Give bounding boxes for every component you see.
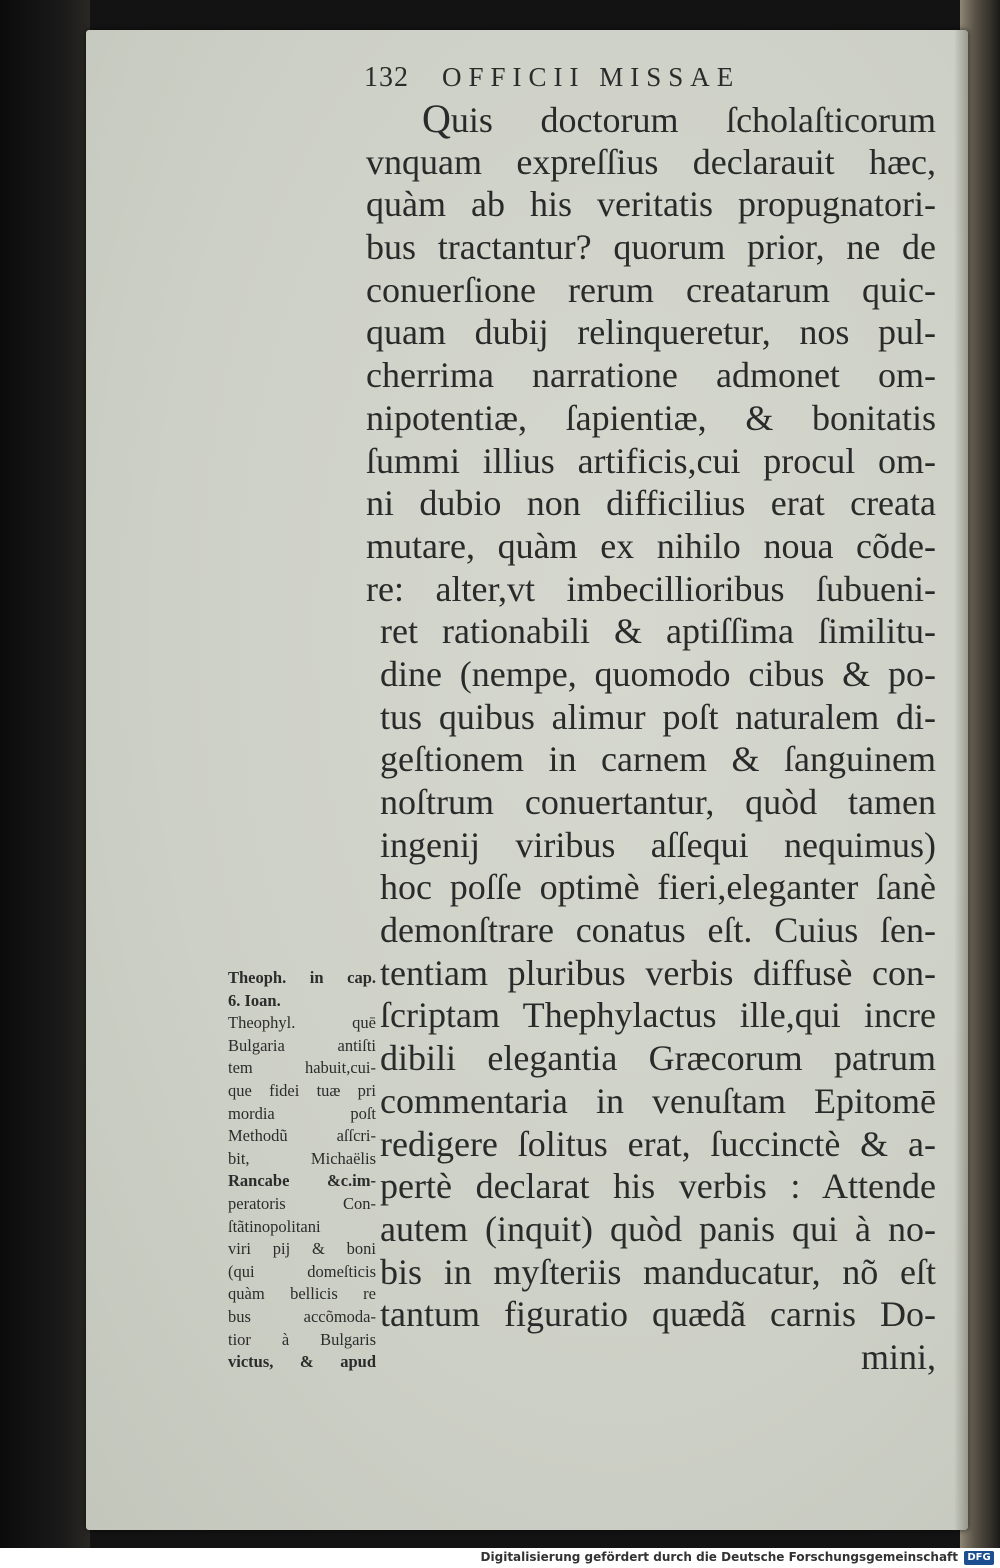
text-line: bis in myſteriis manducatur, nõ eſt: [380, 1251, 936, 1292]
dfg-logo-icon: DFG: [964, 1551, 994, 1565]
text-line: bus tractantur? quorum prior, ne de: [366, 227, 936, 268]
margin-note-line: (qui domeſticis: [228, 1261, 376, 1281]
margin-note-line: bus accõmoda-: [228, 1306, 376, 1326]
scan-background-left: [0, 0, 90, 1548]
text-line: tentiam pluribus verbis diffusè con-: [380, 952, 936, 993]
margin-note-line: que fidei tuæ pri: [228, 1080, 376, 1100]
margin-note-line: peratoris Con-: [228, 1193, 376, 1213]
text-line: autem (inquit) quòd panis qui à no-: [380, 1208, 936, 1249]
text-line: dibili elegantia Græcorum patrum: [380, 1038, 936, 1079]
dropcap: Q: [422, 96, 451, 141]
text-line: ni dubio non difficilius erat creata: [366, 483, 936, 524]
running-head: OFFICII MISSAE: [442, 62, 741, 92]
margin-note-line: Theoph. in cap.: [228, 968, 376, 987]
digitization-credit-text: Digitalisierung gefördert durch die Deutsche Forschungsgemeinschaft: [480, 1550, 958, 1564]
margin-note-line: 6. Ioan.: [228, 990, 281, 1010]
text-line: tantum figuratio quædã carnis Do-: [380, 1294, 936, 1335]
text-line: demonſtrare conatus eſt. Cuius ſen-: [380, 910, 936, 951]
margin-note-line: Bulgaria antiſti: [228, 1035, 376, 1055]
catchword-line: mini,: [860, 1336, 936, 1377]
margin-note-line: Rancabe &c.im-: [228, 1171, 376, 1191]
text-line: geſtionem in carnem & ſanguinem: [380, 739, 936, 780]
text-line-content: uis doctorum ſcholaſticorum: [450, 100, 936, 140]
text-line: commentaria in venuſtam Epitomē: [380, 1080, 936, 1121]
margin-note-line: Theophyl. quē: [228, 1013, 376, 1033]
text-line: noſtrum conuertantur, quòd tamen: [380, 782, 936, 822]
margin-note-line: bit, Michaëlis: [228, 1148, 376, 1168]
margin-note: [228, 967, 376, 1374]
margin-note-line: quàm bellicis re: [228, 1284, 376, 1304]
margin-note-line: tior à Bulgaris: [228, 1329, 376, 1349]
text-line: vnquam expreſſius declarauit hæc,: [366, 141, 936, 182]
text-line: tus quibus alimur poſt naturalem di-: [380, 696, 936, 737]
margin-note-line: Methodũ aſſcri-: [228, 1126, 376, 1146]
text-line: dine (nempe, quomodo cibus & po-: [380, 653, 936, 694]
text-line: quàm ab his veritatis propugnatori-: [366, 184, 936, 225]
main-text-block: [366, 98, 936, 1379]
margin-note-line: mordia poſt: [228, 1103, 376, 1123]
text-line: [366, 98, 936, 141]
page-number: 132: [364, 62, 409, 93]
text-line: quam dubij relinqueretur, nos pul-: [366, 312, 936, 353]
margin-note-line: tem habuit,cui-: [228, 1058, 376, 1078]
text-line: conuerſione rerum creatarum quic-: [366, 269, 936, 310]
text-line: nipotentiæ, ſapientiæ, & bonitatis: [366, 397, 936, 438]
text-line: ſcriptam Thephylactus ille,qui incre: [380, 995, 936, 1036]
text-line: ingenij viribus aſſequi nequimus): [380, 824, 936, 865]
margin-note-line: viri pij & boni: [228, 1239, 376, 1259]
page-fold-shadow: [954, 30, 968, 1530]
digitization-credit-bar: [0, 1548, 1000, 1568]
text-line: redigere ſolitus erat, ſuccinctè & a-: [380, 1123, 936, 1164]
text-line: pertè declarat his verbis : Attende: [380, 1166, 936, 1207]
text-line: mutare, quàm ex nihilo noua cõde-: [366, 525, 936, 566]
margin-note-line: ſtãtinopolitani: [228, 1216, 321, 1236]
text-line: cherrima narratione admonet om-: [366, 355, 936, 396]
text-line: re: alter,vt imbecillioribus ſubueni-: [366, 568, 936, 609]
margin-note-line: victus, & apud: [228, 1352, 376, 1372]
text-line: ret rationabili & aptiſſima ſimilitu-: [380, 611, 936, 652]
text-line: ſummi illius artificis,cui procul om-: [366, 440, 936, 481]
text-line: hoc poſſe optimè fieri,eleganter ſanè: [380, 867, 936, 908]
